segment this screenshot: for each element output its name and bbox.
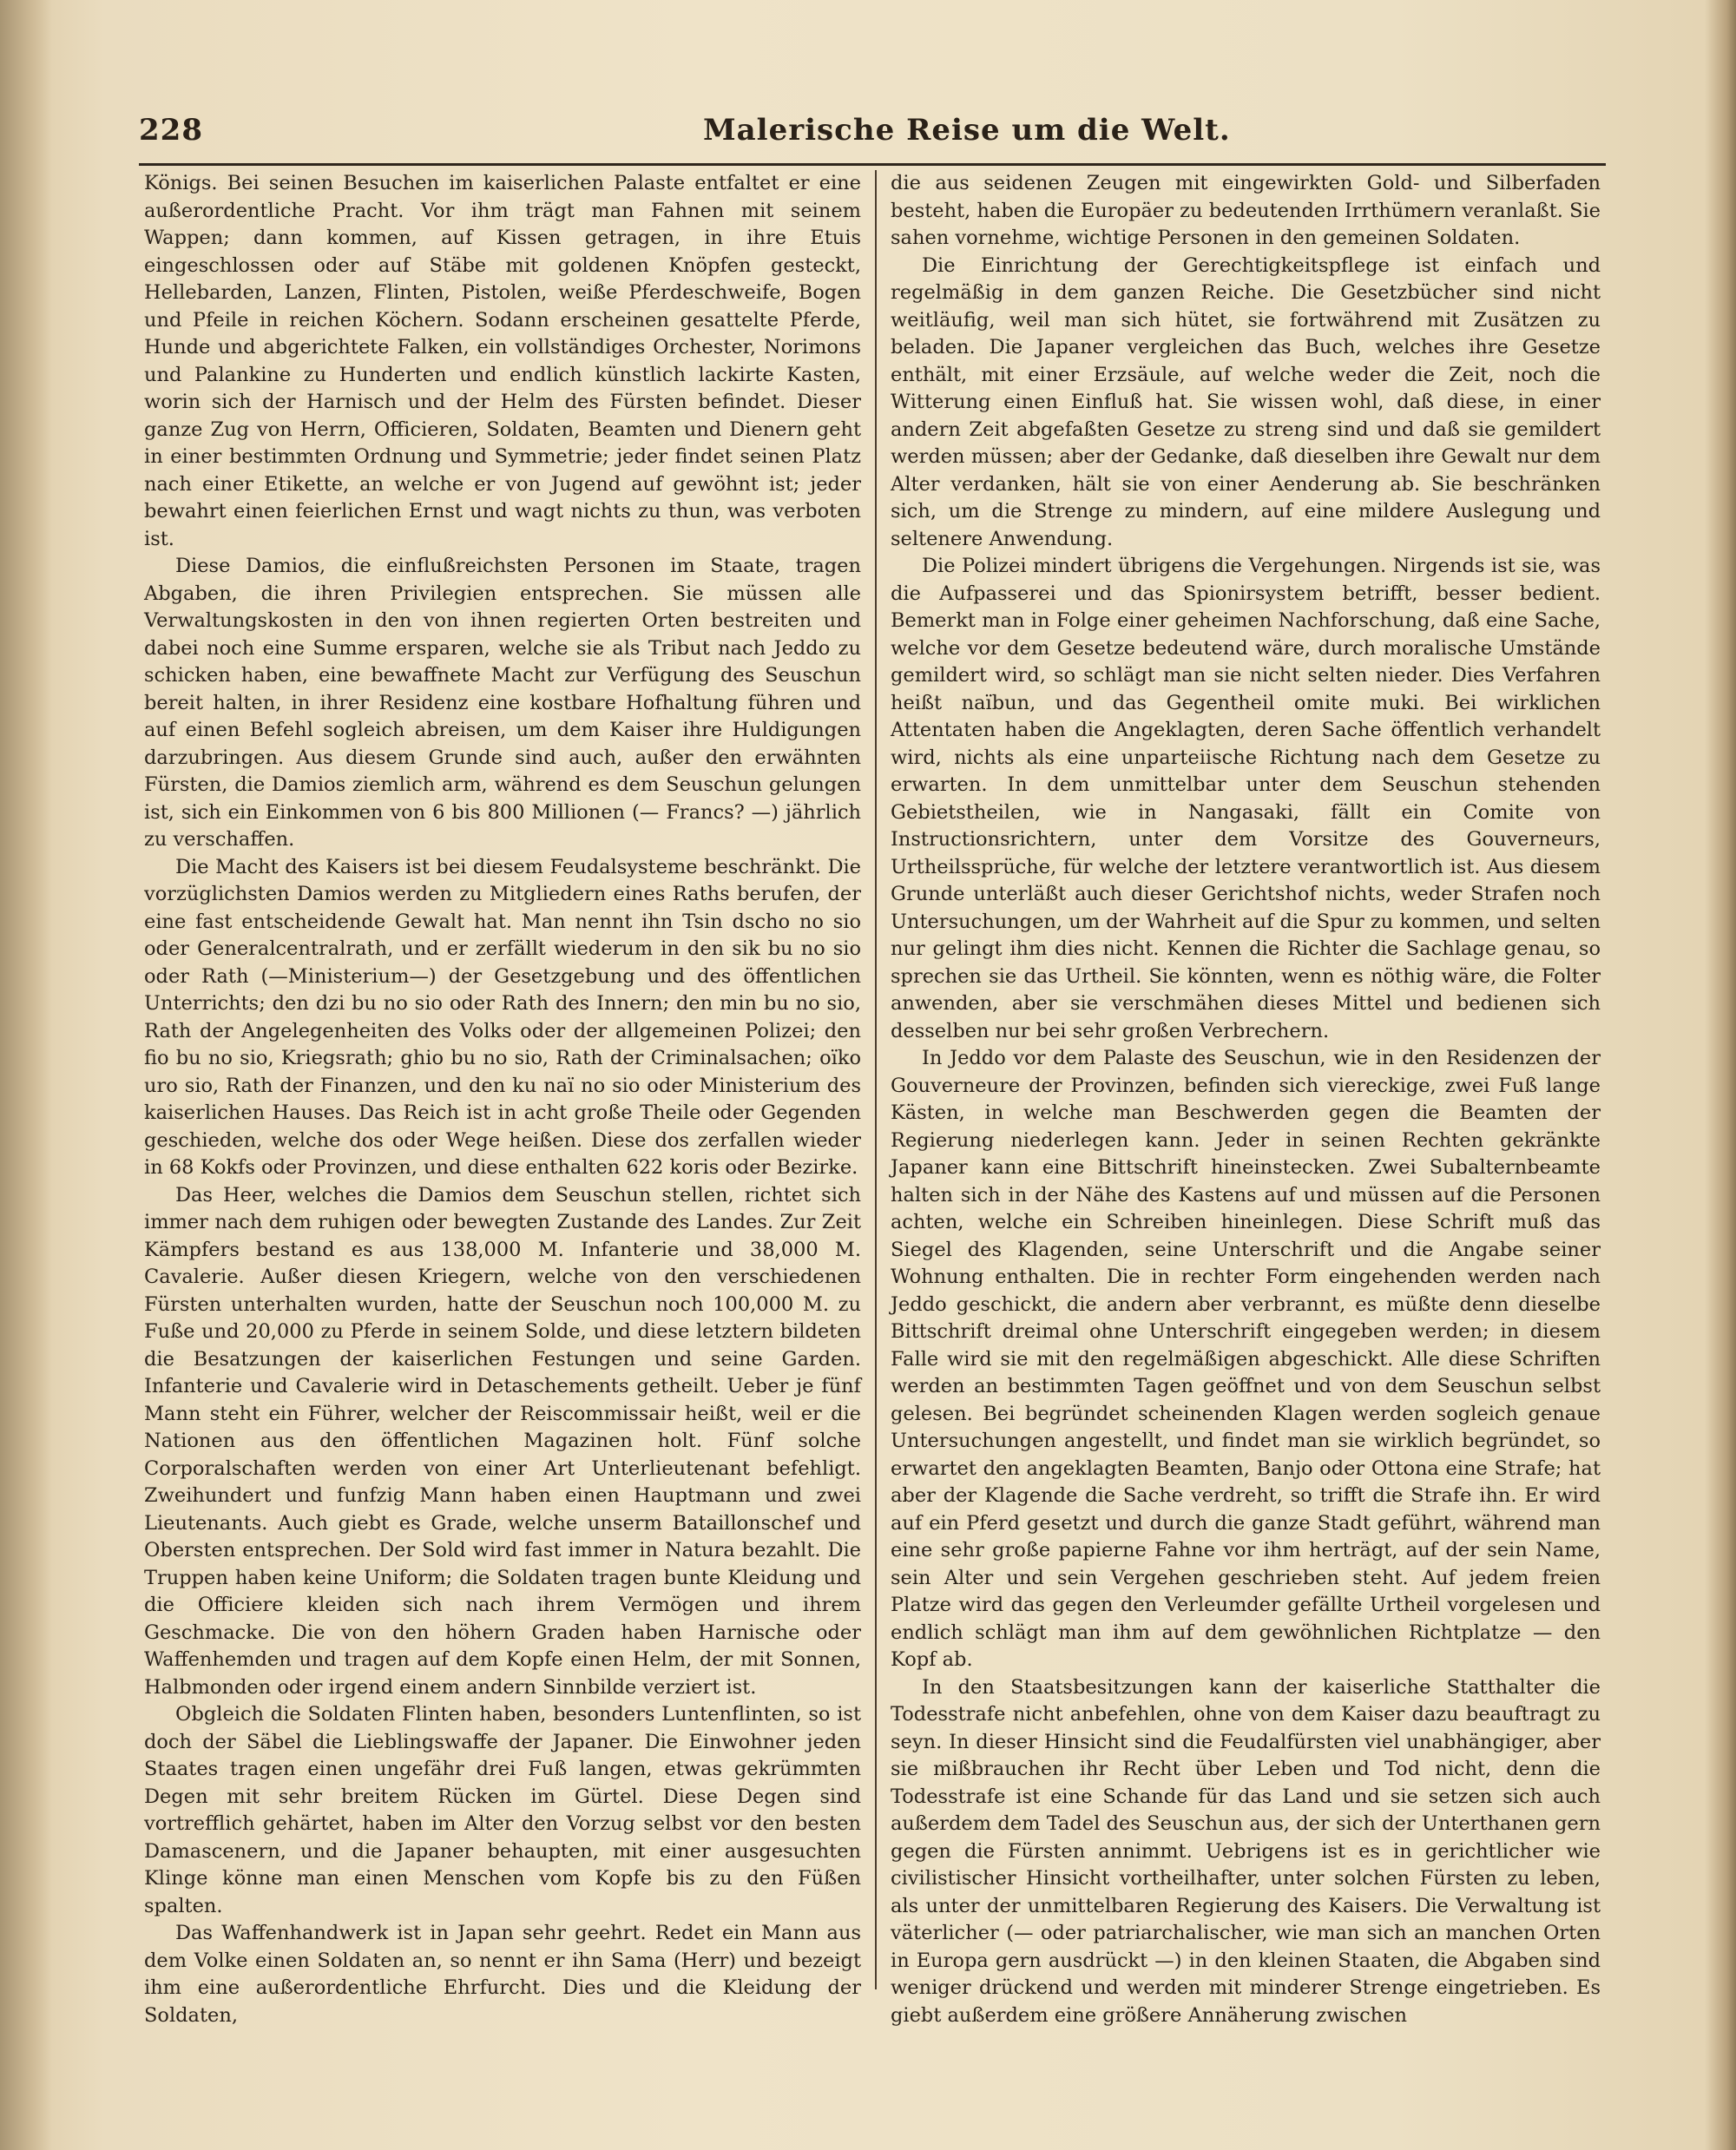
running-title: Malerische Reise um die Welt. bbox=[703, 113, 1231, 148]
left-column bbox=[144, 170, 861, 2029]
paragraph: Das Waffenhandwerk ist in Japan sehr geehrt. Redet ein Mann aus dem Volke einen Soldaten an, so nennt er ihn Sama (Herr) und bezeigt ihm eine außerordentliche Ehrfurcht. Dies und die Kleidung der Soldaten, bbox=[144, 1922, 861, 2027]
paragraph: Obgleich die Soldaten Flinten haben, besonders Luntenflinten, so ist doch der Säbel die Lieblingswaffe der Japaner. Die Einwohner jeden Staates tragen einen ungefähr drei Fuß langen, etwas gekrümmten Degen mit sehr breitem Rücken im Gürtel. Diese Degen sind vortrefflich gehärtet, haben im Alter den Vorzug selbst vor den besten Damascenern, und die Japaner behaupten, mit einer ausgesuchten Klinge könne man einen Menschen vom Kopfe bis zu den Füßen spalten. bbox=[144, 1703, 861, 1917]
page-number: 228 bbox=[139, 113, 203, 148]
paragraph: Diese Damios, die einflußreichsten Personen im Staate, tragen Abgaben, die ihren Privilegien entsprechen. Sie müssen alle Verwaltungskosten in den von ihnen regierten Orten bestreiten und dabei noch eine Summe ersparen, welche sie als Tribut nach Jeddo zu schicken haben, eine bewaffnete Macht zur Verfügung des Seuschun bereit halten, in ihrer Residenz eine kostbare Hofhaltung führen und auf einen Befehl sogleich abreisen, um dem Kaiser ihre Huldigungen darzubringen. Aus diesem Grunde sind auch, außer den erwähnten Fürsten, die Damios ziemlich arm, während es dem Seuschun gelungen ist, sich ein Einkommen von 6 bis 800 Millionen (— Francs? —) jährlich zu verschaffen. bbox=[144, 555, 861, 851]
paragraph: die aus seidenen Zeugen mit eingewirkten Gold- und Silberfaden besteht, haben die Europäer zu bedeutenden Irrthümern veranlaßt. Sie sahen vornehme, wichtige Personen in den gemeinen Soldaten. bbox=[891, 172, 1601, 249]
right-column bbox=[891, 170, 1601, 2029]
paragraph: Das Heer, welches die Damios dem Seuschun stellen, richtet sich immer nach dem ruhigen oder bewegten Zustande des Landes. Zur Zeit Kämpfers bestand es aus 138,000 M. Infanterie und 38,000 M. Cavalerie. Außer diesen Kriegern, welche von den verschiedenen Fürsten unterhalten wurden, hatte der Seuschun noch 100,000 M. zu Fuße und 20,000 zu Pferde in seinem Solde, und diese letztern bildeten die Besatzungen der kaiserlichen Festungen und seine Garden. Infanterie und Cavalerie wird in Detaschements getheilt. Ueber je fünf Mann steht ein Führer, welcher der Reiscommissair heißt, weil er die Nationen aus den öffentlichen Magazinen holt. Fünf solche Corporalschaften werden von einer Art Unterlieutenant befehligt. Zweihundert und funfzig Mann haben einen Hauptmann und zwei Lieutenants. Auch giebt es Grade, welche unserm Bataillonschef und Obersten entsprechen. Der Sold wird fast immer in Natura bezahlt. Die Truppen haben keine Uniform; die Soldaten tragen bunte Kleidung und die Officiere kleiden sich nach ihrem Vermögen und ihrem Geschmacke. Die von den höhern Graden haben Harnische oder Waffenhemden und tragen auf dem Kopfe einen Helm, der mit Sonnen, Halbmonden oder irgend einem andern Sinnbilde verziert ist. bbox=[144, 1183, 861, 1699]
paragraph: In Jeddo vor dem Palaste des Seuschun, wie in den Residenzen der Gouverneure der Provinzen, befinden sich viereckige, zwei Fuß lange Kästen, in welche man Beschwerden gegen die Beamten der Regierung niederlegen kann. Jeder in seinen Rechten gekränkte Japaner kann eine Bittschrift hineinstecken. Zwei Subalternbeamte halten sich in der Nähe des Kastens auf und müssen auf die Personen achten, welche ein Schreiben hineinlegen. Diese Schrift muß das Siegel des Klagenden, seine Unterschrift und die Angabe seiner Wohnung enthalten. Die in rechter Form eingehenden werden nach Jeddo geschickt, die andern aber verbrannt, es müßte denn dieselbe Bittschrift dreimal ohne Unterschrift eingegeben werden; in diesem Falle wird sie mit den regelmäßigen abgeschickt. Alle diese Schriften werden an bestimmten Tagen geöffnet und von dem Seuschun selbst gelesen. Bei begründet scheinenden Klagen werden sogleich genaue Untersuchungen angestellt, und findet man sie wirklich begründet, so erwartet den angeklagten Beamten, Banjo oder Ottona eine Strafe; hat aber der Klagende die Sache verdreht, so trifft die Strafe ihn. Er wird auf ein Pferd gesetzt und durch die ganze Stadt geführt, während man eine sehr große papierne Fahne vor ihm herträgt, auf der sein Name, sein Alter und sein Vergehen geschrieben steht. Auf jedem freien Platze wird das gegen den Verleumder gefällte Urtheil vorgelesen und endlich schlägt man ihm auf dem gewöhnlichen Richtplatze — den Kopf ab. bbox=[891, 1047, 1601, 1671]
paragraph: Die Polizei mindert übrigens die Vergehungen. Nirgends ist sie, was die Aufpasserei und das Spionirsystem betrifft, besser bedient. Bemerkt man in Folge einer geheimen Nachforschung, daß eine Sache, welche vor dem Gesetze bedeutend wäre, durch moralische Umstände gemildert wird, so schlägt man sie nicht selten nieder. Dies Verfahren heißt naïbun, und das Gegentheil omite muki. Bei wirklichen Attentaten haben die Angeklagten, deren Sache öffentlich verhandelt wird, nichts als eine unparteiische Richtung nach dem Gesetze zu erwarten. In dem unmittelbar unter dem Seuschun stehenden Gebietstheilen, wie in Nangasaki, fällt ein Comite von Instructionsrichtern, unter dem Vorsitze des Gouverneurs, Urtheilssprüche, für welche der letztere verantwortlich ist. Aus diesem Grunde unterläßt auch dieser Gerichtshof nichts, weder Strafen noch Untersuchungen, um der Wahrheit auf die Spur zu kommen, und selten nur gelingt ihm dies nicht. Kennen die Richter die Sachlage genau, so sprechen sie das Urtheil. Sie könnten, wenn es nöthig wäre, die Folter anwenden, aber sie verschmähen dieses Mittel und bedienen sich desselben nur bei sehr großen Verbrechern. bbox=[891, 555, 1601, 1042]
paragraph: In den Staatsbesitzungen kann der kaiserliche Statthalter die Todesstrafe nicht anbefehlen, ohne von dem Kaiser dazu beauftragt zu seyn. In dieser Hinsicht sind die Feudalfürsten viel unabhängiger, aber sie mißbrauchen ihr Recht über Leben und Tod nicht, denn die Todesstrafe ist eine Schande für das Land und sie setzen sich auch außerdem dem Tadel des Seuschun aus, der sich der Unterthanen gern gegen die Fürsten annimmt. Uebrigens ist es in gerichtlicher wie civilistischer Hinsicht vortheilhafter, unter solchen Fürsten zu leben, als unter der unmittelbaren Regierung des Kaisers. Die Verwaltung ist väterlicher (— oder patriarchalischer, wie man sich an manchen Orten in Europa gern ausdrückt —) in den kleinen Staaten, die Abgaben sind weniger drückend und werden mit minderer Strenge eingetrieben. Es giebt außerdem eine größere Annäherung zwischen bbox=[891, 1675, 1601, 2027]
header-rule bbox=[139, 163, 1606, 166]
column-divider bbox=[875, 170, 877, 1989]
paragraph: Königs. Bei seinen Besuchen im kaiserlichen Palaste entfaltet er eine außerordentliche Pracht. Vor ihm trägt man Fahnen mit seinem Wappen; dann kommen, auf Kissen getragen, in ihre Etuis eingeschlossen oder auf Stäbe mit goldenen Knöpfen gesteckt, Hellebarden, Lanzen, Flinten, Pistolen, weiße Pferdeschweife, Bogen und Pfeile in reichen Köchern. Sodann erscheinen gesattelte Pferde, Hunde und abgerichtete Falken, ein vollständiges Orchester, Norimons und Palankine zu Hunderten und endlich künstlich lackirte Kasten, worin sich der Harnisch und der Helm des Fürsten befindet. Dieser ganze Zug von Herrn, Officieren, Soldaten, Beamten und Dienern geht in einer bestimmten Ordnung und Symmetrie; jeder findet seinen Platz nach einer Etikette, an welche er von Jugend auf gewöhnt ist; jeder bewahrt einen feierlichen Ernst und wagt nichts zu thun, was verboten ist. bbox=[144, 172, 861, 550]
paragraph: Die Macht des Kaisers ist bei diesem Feudalsysteme beschränkt. Die vorzüglichsten Damios werden zu Mitgliedern eines Raths berufen, der eine fast entscheidende Gewalt hat. Man nennt ihn Tsin dscho no sio oder Generalcentralrath, und er zerfällt wiederum in den sik bu no sio oder Rath (—Ministerium—) der Gesetzgebung und des öffentlichen Unterrichts; den dzi bu no sio oder Rath des Innern; den min bu no sio, Rath der Angelegenheiten des Volks oder der allgemeinen Polizei; den fio bu no sio, Kriegsrath; ghio bu no sio, Rath der Criminalsachen; oïko uro sio, Rath der Finanzen, und den ku naï no sio oder Ministerium des kaiserlichen Hauses. Das Reich ist in acht große Theile oder Gegenden geschieden, welche dos oder Wege heißen. Diese dos zerfallen wieder in 68 Kokfs oder Provinzen, und diese enthalten 622 koris oder Bezirke. bbox=[144, 855, 861, 1179]
paragraph: Die Einrichtung der Gerechtigkeitspflege ist einfach und regelmäßig in dem ganzen Reiche. Die Gesetzbücher sind nicht weitläufig, weil man sich hütet, sie fortwährend mit Zusätzen zu beladen. Die Japaner vergleichen das Buch, welches ihre Gesetze enthält, mit einer Erzsäule, auf welche weder die Zeit, noch die Witterung einen Einfluß hat. Sie wissen wohl, daß diese, in einer andern Zeit abgefaßten Gesetze zu streng sind und daß sie gemildert werden müssen; aber der Gedanke, daß dieselben ihre Gewalt nur dem Alter verdanken, hält sie von einer Aenderung ab. Sie beschränken sich, um die Strenge zu mindern, auf eine mildere Auslegung und seltenere Anwendung. bbox=[891, 253, 1601, 550]
page-outer-edge bbox=[1705, 0, 1736, 2150]
page-binding-edge bbox=[0, 0, 52, 2150]
